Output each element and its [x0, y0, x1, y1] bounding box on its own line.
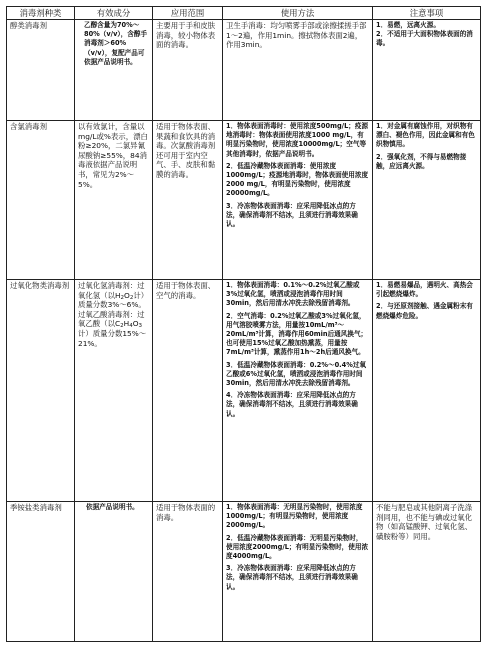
cell-usage — [223, 280, 373, 502]
usage-item: 1．物体表面消毒时：使用浓度500mg/L；疫源地消毒时：物体表面使用浓度1000 mg/L，有明显污染物时，使用浓度10000mg/L；空气等其他消毒时，依据产品说明书。 — [226, 122, 369, 158]
cell-scope: 适用于物体表面、果蔬和食饮具的消毒。次氯酸消毒剂还可用于室内空气、手、皮肤和黏膜的消毒。 — [153, 121, 223, 280]
usage-item: 1．物体表面消毒：0.1%～0.2%过氧乙酸或3%过氧化氢，喷洒或浸泡消毒作用时间30min，然后用清水冲洗去除残留消毒剂。 — [226, 281, 360, 308]
usage-item: 3．冷冻物体表面消毒：应采用降低冰点的方法，确保消毒剂不结冰，且须进行消毒效果确认。 — [226, 564, 358, 591]
note-item: 1．对金属有腐蚀作用，对织物有漂白、褪色作用，因此金属和有色织物慎用。 — [376, 122, 475, 149]
usage-item: 4．冷冻物体表面消毒：应采用降低冰点的方法，确保消毒剂不结冰，且须进行消毒效果确认。 — [226, 391, 358, 418]
cell-scope: 适用于物体表面的消毒。 — [153, 502, 223, 642]
cell-usage — [223, 502, 373, 642]
header-scope: 应用范围 — [153, 7, 223, 20]
ingredient-text: 乙醇含量为70%～80%（v/v），含醇手消毒剂＞60%（v/v），复配产品可依据产品说明书。 — [84, 21, 148, 66]
header-ingredient: 有效成分 — [75, 7, 153, 20]
table-row — [7, 20, 481, 121]
cell-notes — [373, 121, 481, 280]
table-header-row — [7, 7, 481, 20]
cell-ingredient — [75, 502, 153, 642]
note-item: 1．易燃易爆品，遇明火、高热会引起燃烧爆炸。 — [376, 281, 473, 299]
usage-item: 2．空气消毒：0.2%过氧乙酸或3%过氧化氢，用气溶胶喷雾方法，用量按10mL/m³～20mL/m³计算，消毒作用60min后通风换气；也可使用15%过氧乙酸加热熏蒸，用量按7mL/m³计算，熏蒸作用1h～2h后通风换气。 — [226, 311, 368, 357]
cell-notes — [373, 280, 481, 502]
cell-ingredient: 以有效氯计，含量以mg/L或%表示，漂白粉≥20%，二氯异氰尿酸钠≥55%，84消毒液依据产品说明书，常见为2%～5%。 — [75, 121, 153, 280]
cell-type: 含氯消毒剂 — [7, 121, 75, 280]
usage-item: 1．物体表面消毒：无明显污染物时，使用浓度1000mg/L；有明显污染物时，使用浓度2000mg/L。 — [226, 503, 363, 530]
header-usage: 使用方法 — [223, 7, 373, 20]
header-type: 消毒剂种类 — [7, 7, 75, 20]
cell-usage — [223, 121, 373, 280]
cell-scope: 主要用于手和皮肤消毒，较小物体表面的消毒。 — [153, 20, 223, 121]
ingredient-text: 依据产品说明书。 — [86, 503, 139, 511]
usage-item: 3．低温冷藏物体表面消毒：0.2%～0.4%过氧乙酸或6%过氧化氢，喷洒或浸泡消毒作用时间30min，然后用清水冲洗去除残留消毒剂。 — [226, 360, 367, 388]
header-notes: 注意事项 — [373, 7, 481, 20]
cell-type: 过氧化物类消毒剂 — [7, 280, 75, 502]
cell-scope: 适用于物体表面、空气的消毒。 — [153, 280, 223, 502]
table-row — [7, 502, 481, 642]
cell-ingredient — [75, 20, 153, 121]
usage-item: 2．低温冷藏物体表面消毒：使用浓度1000mg/L；疫源地消毒时，物体表面使用浓度2000 mg/L，有明显污染物时，使用浓度20000mg/L。 — [226, 161, 369, 198]
table-row — [7, 121, 481, 280]
cell-notes: 不能与肥皂或其他阴离子洗涤剂同用，也不能与碘或过氧化物（如高锰酸钾、过氧化氢、磺胺粉等）同用。 — [373, 502, 481, 642]
cell-notes — [373, 20, 481, 121]
disinfectant-table — [6, 6, 481, 642]
usage-item: 2．低温冷藏物体表面消毒：无明显污染物时，使用浓度2000mg/L；有明显污染物时，使用浓度4000mg/L。 — [226, 533, 369, 561]
usage-item: 3．冷冻物体表面消毒：应采用降低冰点的方法，确保消毒剂不结冰，且须进行消毒效果确认。 — [226, 201, 358, 229]
table-row — [7, 280, 481, 502]
cell-usage: 卫生手消毒：均匀喷雾手部或涂擦揉搓手部1～2遍，作用1min。擦拭物体表面2遍，作用3min。 — [223, 20, 373, 121]
note-item: 2．与还原剂接触、遇金属粉末有燃烧爆炸危险。 — [376, 302, 473, 320]
note-item: 2．不适用于大面积物体表面的消毒。 — [376, 30, 473, 48]
cell-type: 季铵盐类消毒剂 — [7, 502, 75, 642]
cell-ingredient: 过氧化氢消毒剂：过氧化氢（以$H_2O_2$计）质量分数3%～6%。过氧乙酸消毒剂：过氧乙酸（以$C_2H_4O_3$计）质量分数15%～21%。 — [75, 280, 153, 502]
note-item: 1．易燃，远离火源。 — [376, 21, 440, 29]
note-item: 2．强氧化剂，不得与易燃物接触，应远离火源。 — [376, 152, 467, 170]
cell-type: 醇类消毒剂 — [7, 20, 75, 121]
